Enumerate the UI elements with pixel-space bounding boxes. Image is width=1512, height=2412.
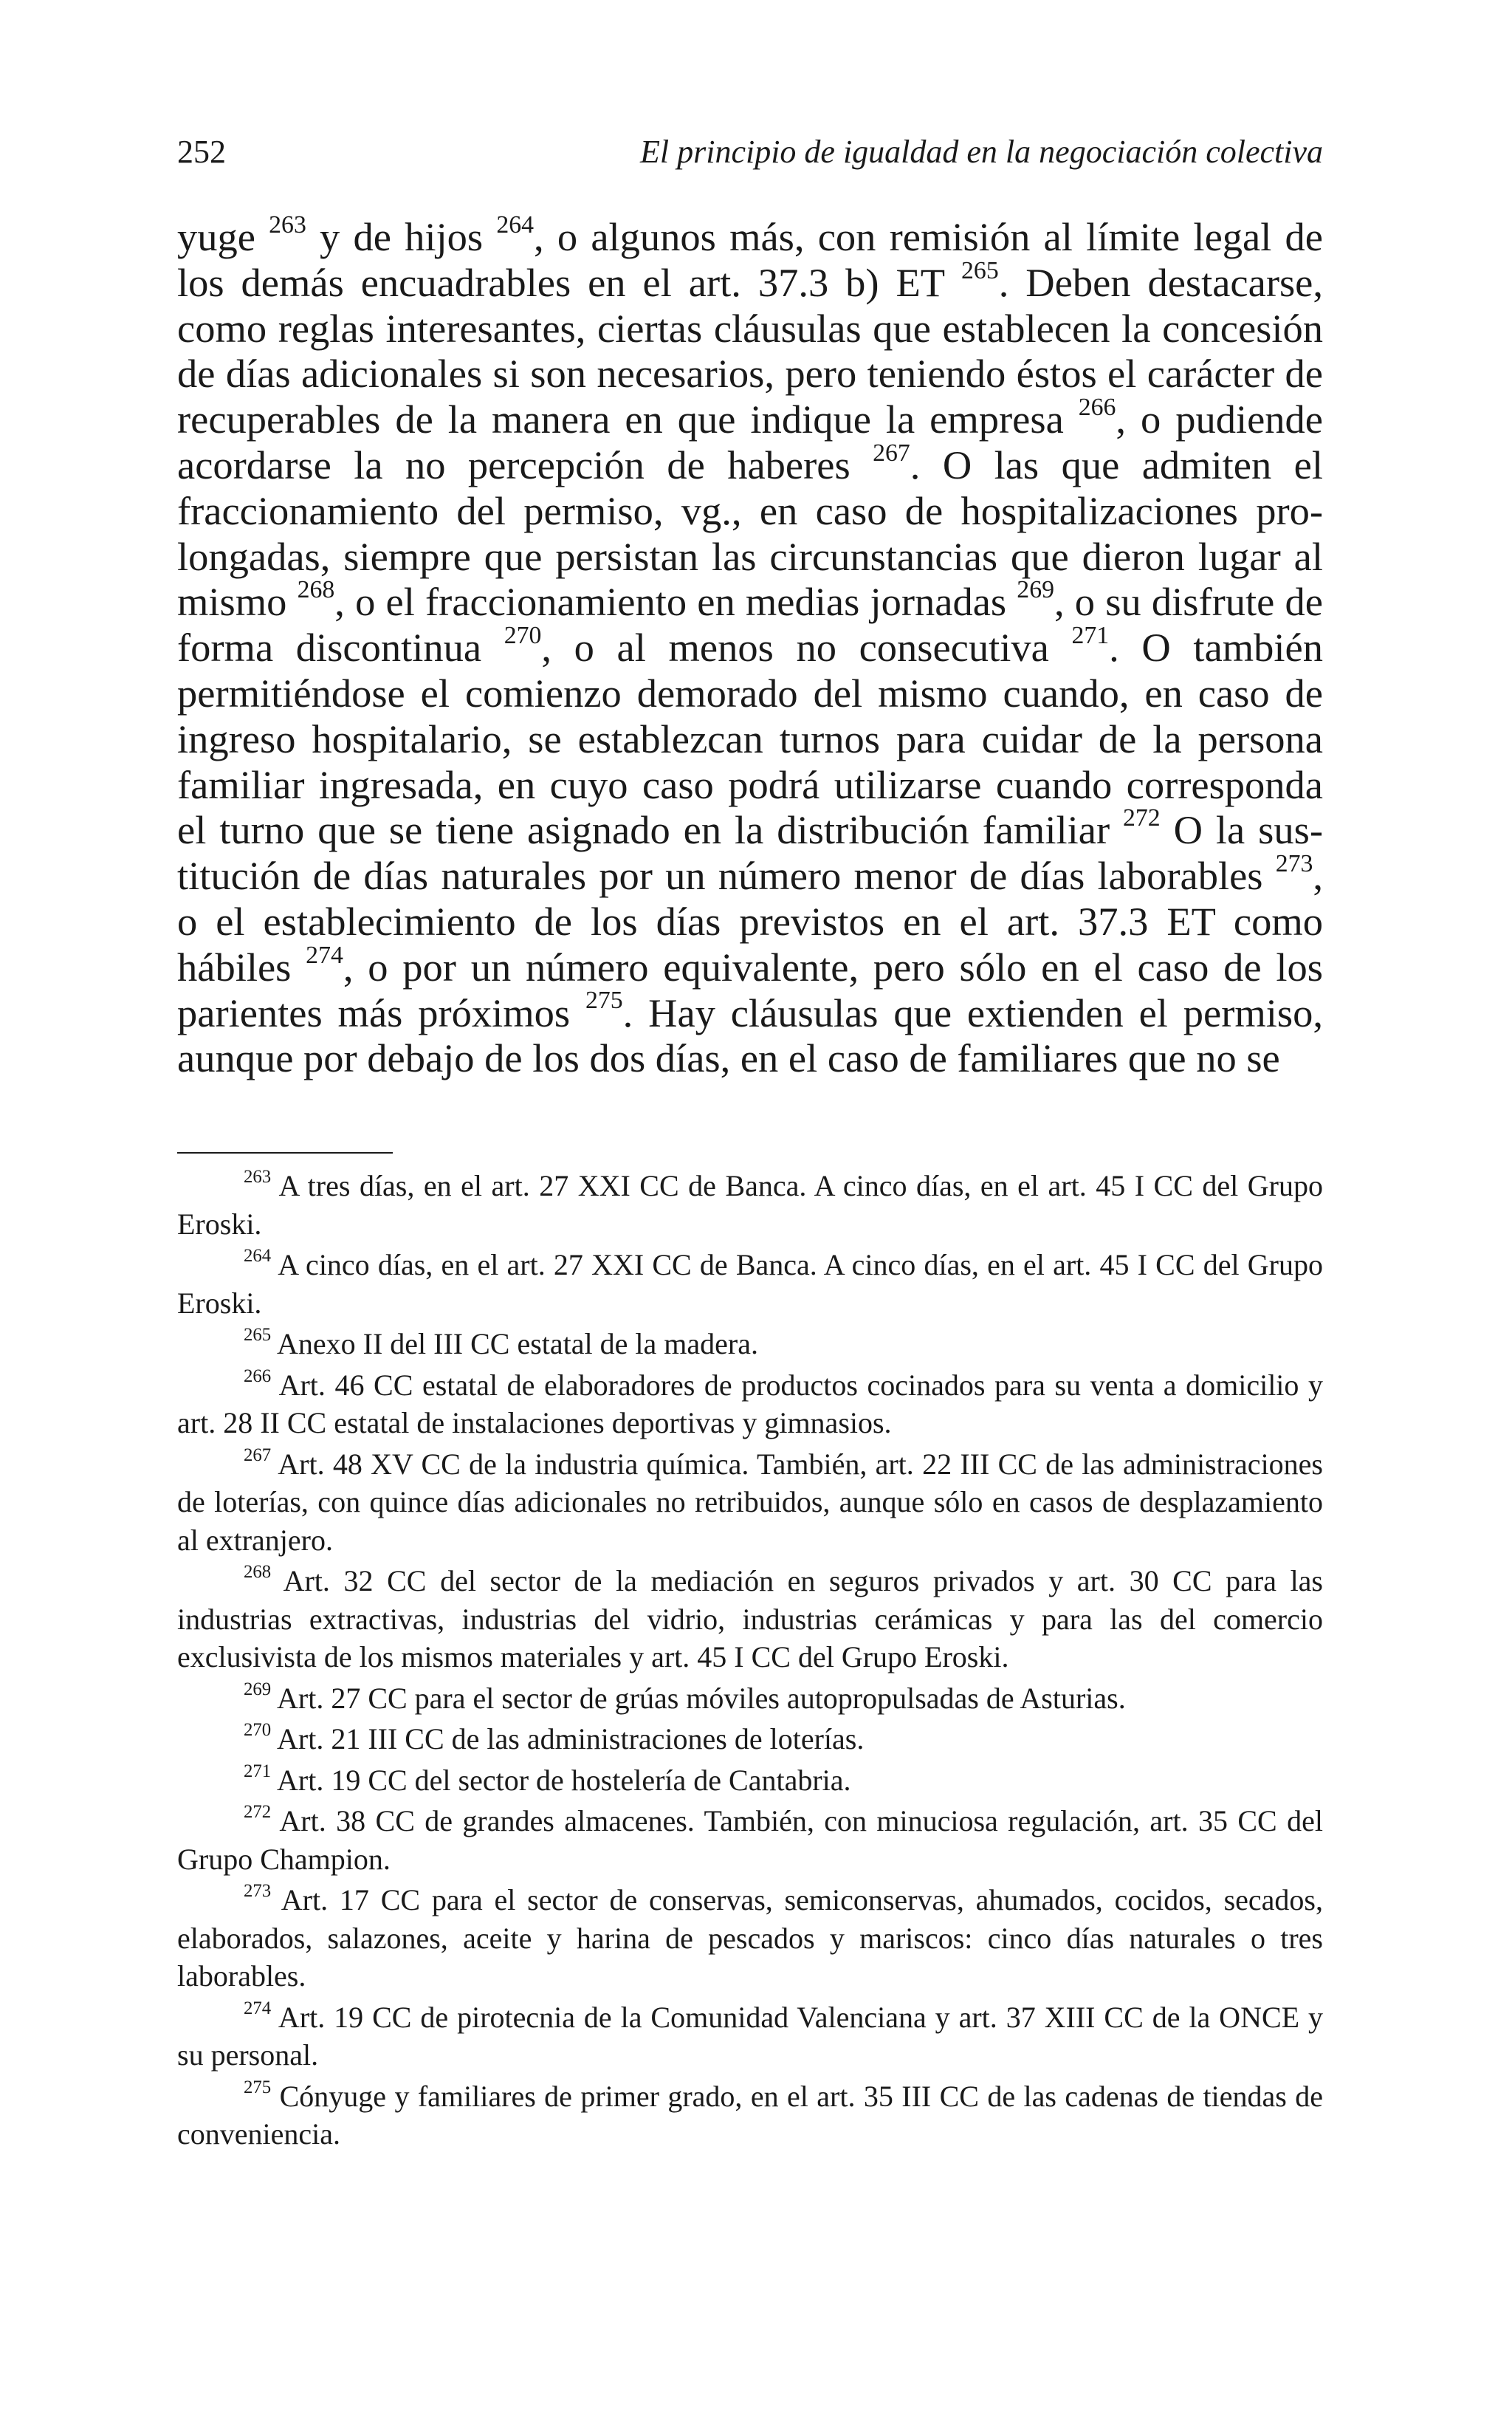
body-text-segment: , o al menos no consecutiva [541,625,1072,671]
footnote [177,1998,1323,2074]
footnote-number: 269 [244,1679,272,1699]
footnote-number: 263 [244,1167,272,1188]
footnote-text: Art. 46 CC estatal de elaboradores de productos cocinados para su venta a domicilio y art. 28 II CC estatal de instalaciones deportivas y gimnasios. [177,1368,1323,1440]
footnote-text: Anexo II del III CC estatal de la madera. [271,1327,758,1361]
footnote [177,1881,1323,1995]
footnote-ref[interactable]: 267 [873,439,910,467]
footnote-ref[interactable]: 274 [306,941,343,969]
footnote-text: Art. 21 III CC de las administraciones de loterías. [271,1722,865,1756]
body-text-segment: , o el fraccionamiento en medias jornadas [334,579,1017,625]
footnote [177,1720,1323,1758]
body-paragraph [177,210,1324,1081]
footnote-number: 264 [244,1246,272,1267]
body-text-segment: O la sustitución de días naturales por un número menor de días laborables [177,807,1323,899]
body-text-segment: , o por un número equivalente, pero sólo en el caso de los parientes más próximos [177,944,1324,1035]
footnote [177,2077,1323,2154]
footnote [177,1679,1323,1718]
footnote-ref[interactable]: 269 [1017,576,1054,604]
footnote-ref[interactable]: 270 [504,621,542,649]
footnote [177,1167,1323,1243]
footnote [177,1366,1323,1442]
footnote-number: 275 [244,2077,272,2097]
footnote-number: 274 [244,1998,272,2018]
footnote-ref[interactable]: 265 [961,256,999,284]
body-text-segment: , o el establecimiento de los días previstos en el art. 37.3 ET como hábiles [177,853,1323,990]
footnote [177,1802,1323,1878]
footnote-ref[interactable]: 264 [496,210,535,239]
body-text-segment: . O las que admiten el fraccionamiento del permiso, vg., en caso de hospitalizaciones prolongadas, siempre que persistan las circunstancias que dieron lugar al mismo [177,442,1324,625]
footnote-text: Art. 32 CC del sector de la mediación en seguros privados y art. 30 CC para las industrias extractivas, industrias del vidrio, industrias cerámicas y para las del comercio exclusivista de los mismos materiales y art. 45 I CC del Grupo Eroski. [177,1564,1323,1674]
footnote-text: A tres días, en el art. 27 XXI CC de Banca. A cinco días, en el art. 45 I CC del Grupo Eroski. [177,1169,1323,1241]
footnote-number: 273 [244,1881,272,1902]
footnote [177,1246,1323,1322]
footnote-number: 267 [244,1445,272,1465]
footnote-ref[interactable]: 272 [1123,804,1161,832]
footnote-number: 270 [244,1720,272,1741]
footnote [177,1761,1323,1800]
footnote-text: A cinco días, en el art. 27 XXI CC de Banca. A cinco días, en el art. 45 I CC del Grupo Eroski. [177,1248,1323,1320]
footnote-number: 271 [244,1761,272,1781]
footnote-divider [177,1152,393,1154]
body-text-segment: . Hay cláusulas que extienden el permiso, aunque por debajo de los dos días, en el caso de familiares que no se [177,990,1323,1081]
running-title: El principio de igualdad en la negociación colectiva [640,134,1323,170]
footnote-number: 268 [244,1562,272,1583]
body-text-segment: . Deben destacarse, como reglas interesantes, ciertas cláusulas que establecen la concesión de días adicionales si son necesarios, pero teniendo éstos el carácter de recuperables de la manera en que indique la empresa [177,259,1323,442]
footnote-ref[interactable]: 268 [297,576,335,604]
body-text-segment: , o pudiende acordarse la no percepción de haberes [177,397,1323,487]
footnote-text: Art. 48 XV CC de la industria química. También, art. 22 III CC de las administraciones de loterías, con quince días adicionales no retribuidos, aunque sólo en casos de desplazamiento al extranjero. [177,1447,1323,1557]
footnote-text: Cónyuge y familiares de primer grado, en el art. 35 III CC de las cadenas de tiendas de conveniencia. [177,2079,1323,2151]
footnote-ref[interactable]: 275 [585,987,623,1015]
footnote-text: Art. 38 CC de grandes almacenes. También, con minuciosa regulación, art. 35 CC del Grupo Champion. [177,1804,1323,1876]
book-page [177,133,1323,2156]
running-head [177,133,1323,185]
body-text-segment: y de hijos [306,214,497,259]
footnotes [177,1167,1323,2154]
footnote [177,1562,1323,1676]
footnote-number: 272 [244,1802,272,1823]
footnote-text: Art. 17 CC para el sector de conservas, semiconservas, ahumados, cocidos, secados, elaborados, salazones, aceite y harina de pescados y mariscos: cinco días naturales o tres laborables. [177,1883,1323,1993]
footnote-number: 265 [244,1325,272,1346]
footnote [177,1445,1323,1560]
footnote-number: 266 [244,1366,272,1386]
footnote-ref[interactable]: 271 [1071,621,1110,649]
footnote [177,1325,1323,1363]
page-number: 252 [177,134,226,170]
footnote-text: Art. 19 CC del sector de hostelería de Cantabria. [271,1763,851,1797]
body-text-segment: , o algunos más, con remisión al límite legal de los demás encuadrables en el art. 37.3 b) ET [177,214,1323,305]
body-text-segment: yuge [177,214,269,259]
footnote-ref[interactable]: 266 [1078,393,1116,421]
footnote-ref[interactable]: 263 [269,210,306,239]
body-text-segment: , o su disfrute de forma discontinua [177,579,1323,671]
footnote-ref[interactable]: 273 [1275,849,1313,877]
body-text-segment: . O también permitiéndose el comienzo demorado del mismo cuando, en caso de ingreso hospitalario, se establezcan turnos para cuidar de la persona familiar ingresada, en cuyo caso podrá utilizarse cuando corresponda el turno que se tiene asignado en la distribución familiar [177,625,1323,853]
footnote-text: Art. 27 CC para el sector de grúas móviles autopropulsadas de Asturias. [271,1681,1126,1715]
footnote-text: Art. 19 CC de pirotecnia de la Comunidad Valenciana y art. 37 XIII CC de la ONCE y su personal. [177,2000,1323,2072]
